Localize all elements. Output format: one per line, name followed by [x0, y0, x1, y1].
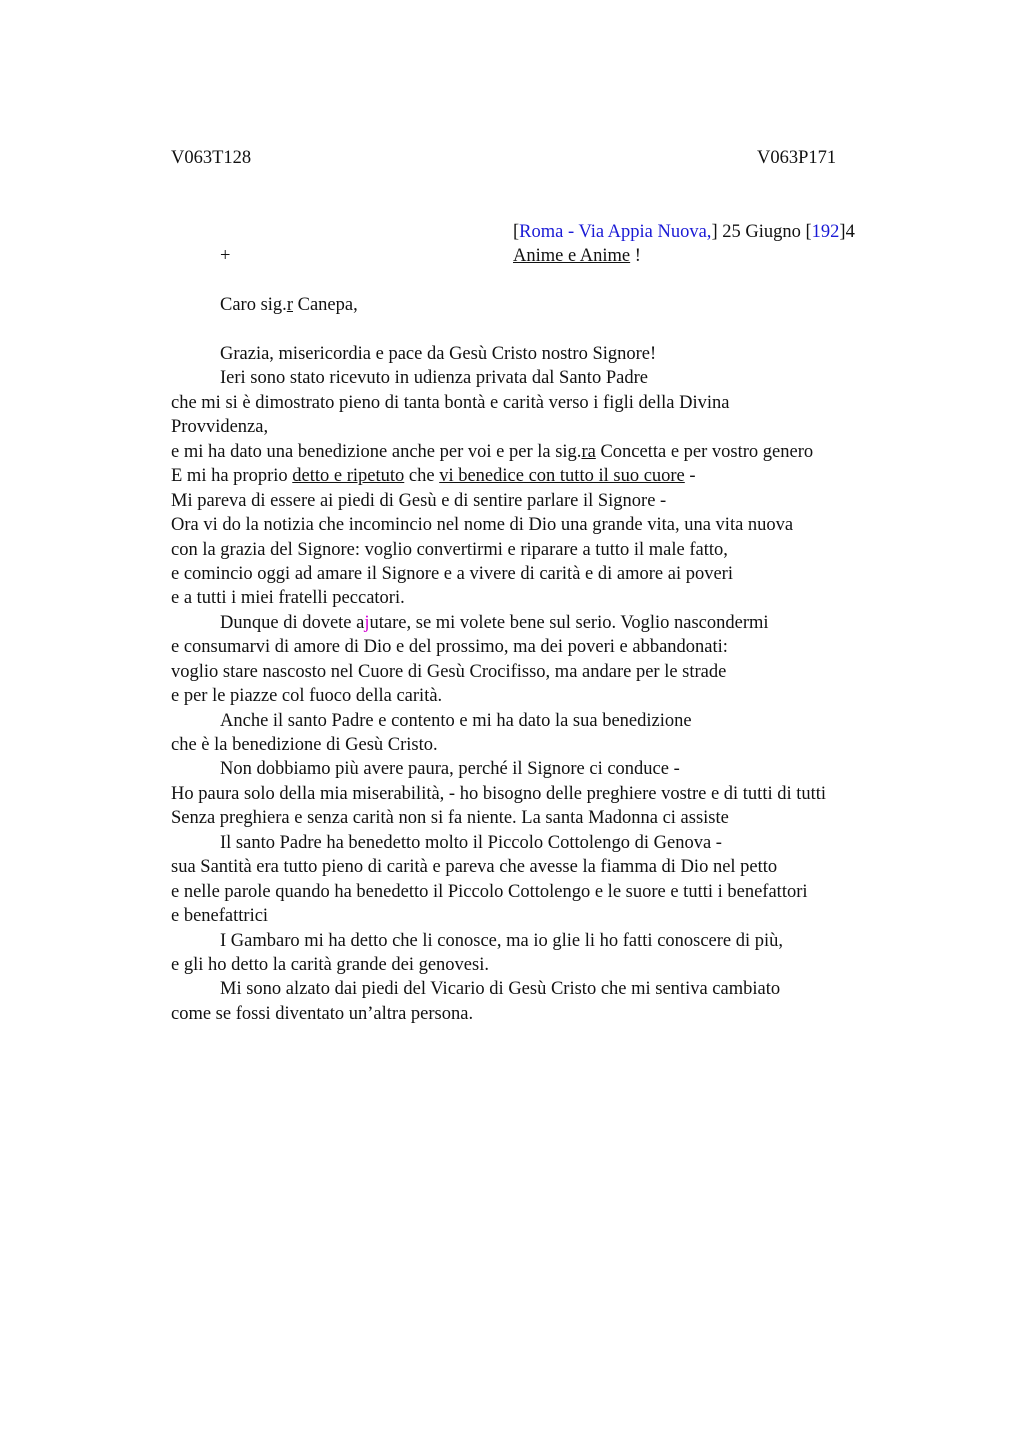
body-line: Ora vi do la notizia che incomincio nel nome di Dio una grande vita, una vita nuova [171, 515, 794, 536]
body-line: Ho paura solo della mia miserabilità, - ho bisogno delle preghiere vostre e di tutti di tutti [171, 783, 827, 804]
body-line: che mi si è dimostrato pieno di tanta bontà e carità verso i figli della Divina [171, 392, 730, 413]
body-line: Ieri sono stato ricevuto in udienza privata dal Santo Padre [220, 368, 648, 389]
body-correction-letter: j [364, 612, 370, 633]
dateline [513, 220, 855, 245]
body-line: voglio stare nascosto nel Cuore di Gesù Crocifisso, ma andare per le strade [171, 661, 727, 682]
body-segment: Concetta e per vostro genero [595, 441, 814, 462]
body-line: Il santo Padre ha benedetto molto il Piccolo Cottolengo di Genova - [220, 832, 722, 853]
body-line: e per le piazze col fuoco della carità. [171, 686, 443, 707]
dateline-open-bracket: [ [513, 222, 520, 242]
body-line: e benefattrici [171, 906, 269, 927]
cross-mark: + [220, 246, 231, 266]
body-line: Grazia, misericordia e pace da Gesù Cristo nostro Signore! [220, 344, 657, 364]
dateline-year-close: ] [839, 222, 846, 242]
body-line: e consumarvi di amore di Dio e del prossimo, ma dei poveri e abbandonati: [171, 637, 728, 658]
body-line: Anche il santo Padre e contento e mi ha dato la sua benedizione [220, 710, 692, 731]
body-segment: utare, se mi volete bene sul serio. Voglio nascondermi [369, 612, 769, 633]
body-line: con la grazia del Signore: voglio convertirmi e riparare a tutto il male fatto, [171, 539, 728, 560]
dateline-place: Roma - Via Appia Nuova, [519, 222, 712, 242]
dateline-year-tail: 4 [845, 222, 855, 242]
body-line [171, 611, 931, 635]
motto-text: Anime e Anime [513, 246, 631, 266]
body-line: Mi pareva di essere ai piedi di Gesù e di sentire parlare il Signore - [171, 490, 667, 511]
body-line: sua Santità era tutto pieno di carità e pareva che avesse la fiamma di Dio nel petto [171, 857, 778, 878]
dateline-day-month: 25 Giugno [717, 222, 806, 242]
body-line: come se fossi diventato un’altra persona. [171, 1003, 474, 1024]
body-line: e gli ho detto la carità grande dei genovesi. [171, 954, 489, 975]
letter-body [171, 342, 931, 1026]
body-line: e a tutti i miei fratelli peccatori. [171, 588, 405, 609]
body-line: che è la benedizione di Gesù Cristo. [171, 735, 438, 755]
body-segment: che [404, 466, 440, 487]
dateline-year-open: [ [805, 222, 812, 242]
body-segment: Dunque di dovete a [220, 612, 365, 633]
salutation-abbr: r [286, 295, 293, 315]
salutation-post: Canepa, [292, 295, 358, 315]
document-code-left: V063T128 [171, 148, 252, 168]
motto-tail: ! [630, 246, 641, 266]
body-line: Provvidenza, [171, 417, 269, 438]
body-line: Non dobbiamo più avere paura, perché il Signore ci conduce - [220, 759, 680, 780]
body-line: e nelle parole quando ha benedetto il Piccolo Cottolengo e le suore e tutti i benefattori [171, 881, 808, 902]
salutation [220, 293, 358, 318]
body-underlined-phrase: vi benedice con tutto il suo cuore [439, 466, 685, 487]
dateline-year-bracketed: 192 [811, 222, 840, 242]
body-line: Senza preghiera e senza carità non si fa niente. La santa Madonna ci assiste [171, 808, 729, 829]
body-line [171, 440, 931, 464]
body-underlined-phrase: detto e ripetuto [292, 466, 405, 487]
body-line: I Gambaro mi ha detto che li conosce, ma io glie li ho fatti conoscere di più, [220, 930, 784, 951]
body-line: e comincio oggi ad amare il Signore e a vivere di carità e di amore ai poveri [171, 563, 733, 584]
body-segment: - [684, 466, 696, 487]
document-code-right: V063P171 [757, 148, 837, 168]
salutation-pre: Caro sig. [220, 295, 287, 315]
dateline-close-bracket: ] [711, 222, 718, 242]
motto [513, 244, 641, 269]
body-line: Mi sono alzato dai piedi del Vicario di Gesù Cristo che mi sentiva cambiato [220, 979, 781, 1000]
body-abbr-underlined: ra [581, 441, 596, 462]
body-line [171, 464, 931, 488]
body-segment: e mi ha dato una benedizione anche per voi e per la sig. [171, 441, 582, 462]
body-segment: E mi ha proprio [171, 466, 293, 487]
